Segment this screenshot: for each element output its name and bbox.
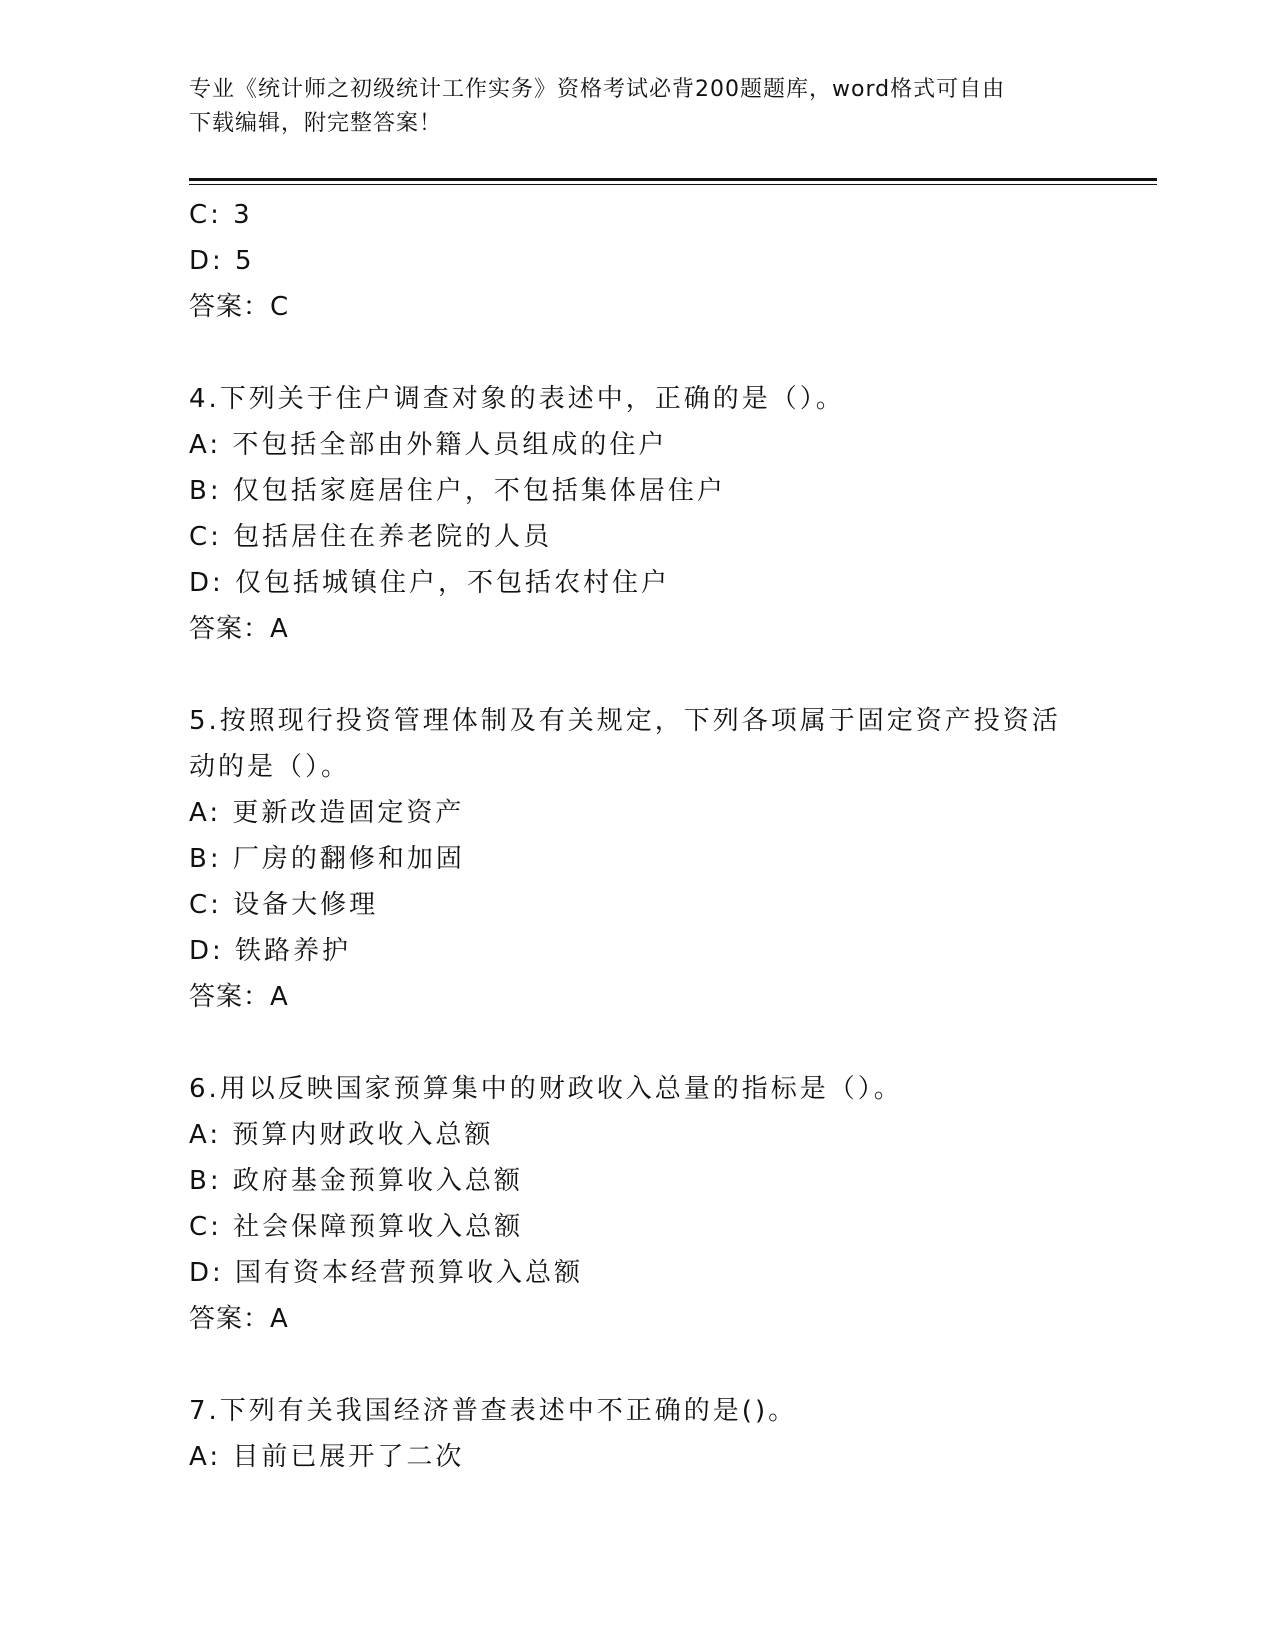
question-block-6 bbox=[189, 1066, 1069, 1342]
option-a: A: 目前已展开了二次 bbox=[189, 1442, 465, 1472]
option-a: A: 不包括全部由外籍人员组成的住户 bbox=[189, 430, 668, 460]
option-a: A: 预算内财政收入总额 bbox=[189, 1120, 494, 1150]
option-d: D: 5 bbox=[189, 246, 255, 276]
question-block-5 bbox=[189, 698, 1069, 1020]
spacer bbox=[189, 1342, 1069, 1388]
option-d: D: 国有资本经营预算收入总额 bbox=[189, 1258, 584, 1288]
header-divider-thick bbox=[189, 178, 1157, 181]
answer-line: 答案：A bbox=[189, 1304, 289, 1334]
question-stem-line-1: 5.按照现行投资管理体制及有关规定，下列各项属于固定资产投资活 bbox=[189, 706, 1061, 736]
question-stem-line-2: 动的是（）。 bbox=[189, 752, 351, 782]
question-block-4 bbox=[189, 376, 1069, 652]
option-c: C: 3 bbox=[189, 200, 253, 230]
spacer bbox=[189, 652, 1069, 698]
answer-line: 答案：A bbox=[189, 982, 289, 1012]
question-block-3 bbox=[189, 192, 1069, 330]
question-block-7 bbox=[189, 1388, 1069, 1480]
option-b: B: 政府基金预算收入总额 bbox=[189, 1166, 523, 1196]
option-b: B: 仅包括家庭居住户，不包括集体居住户 bbox=[189, 476, 726, 506]
option-c: C: 设备大修理 bbox=[189, 890, 379, 920]
option-d: D: 仅包括城镇住户，不包括农村住户 bbox=[189, 568, 671, 598]
question-stem: 7.下列有关我国经济普查表述中不正确的是()。 bbox=[189, 1396, 798, 1426]
option-c: C: 社会保障预算收入总额 bbox=[189, 1212, 524, 1242]
document-header bbox=[189, 73, 1069, 141]
question-stem: 4.下列关于住户调查对象的表述中，正确的是（）。 bbox=[189, 384, 845, 414]
option-c: C: 包括居住在养老院的人员 bbox=[189, 522, 553, 552]
option-d: D: 铁路养护 bbox=[189, 936, 352, 966]
spacer bbox=[189, 330, 1069, 376]
header-divider-thin bbox=[189, 184, 1157, 185]
question-stem: 6.用以反映国家预算集中的财政收入总量的指标是（）。 bbox=[189, 1074, 903, 1104]
question-list bbox=[189, 192, 1069, 1480]
option-a: A: 更新改造固定资产 bbox=[189, 798, 465, 828]
option-b: B: 厂房的翻修和加固 bbox=[189, 844, 465, 874]
spacer bbox=[189, 1020, 1069, 1066]
header-line-1: 专业《统计师之初级统计工作实务》资格考试必背200题题库，word格式可自由 bbox=[189, 77, 1006, 102]
header-line-2: 下载编辑，附完整答案！ bbox=[189, 111, 443, 136]
answer-line: 答案：A bbox=[189, 614, 289, 644]
answer-line: 答案：C bbox=[189, 292, 290, 322]
